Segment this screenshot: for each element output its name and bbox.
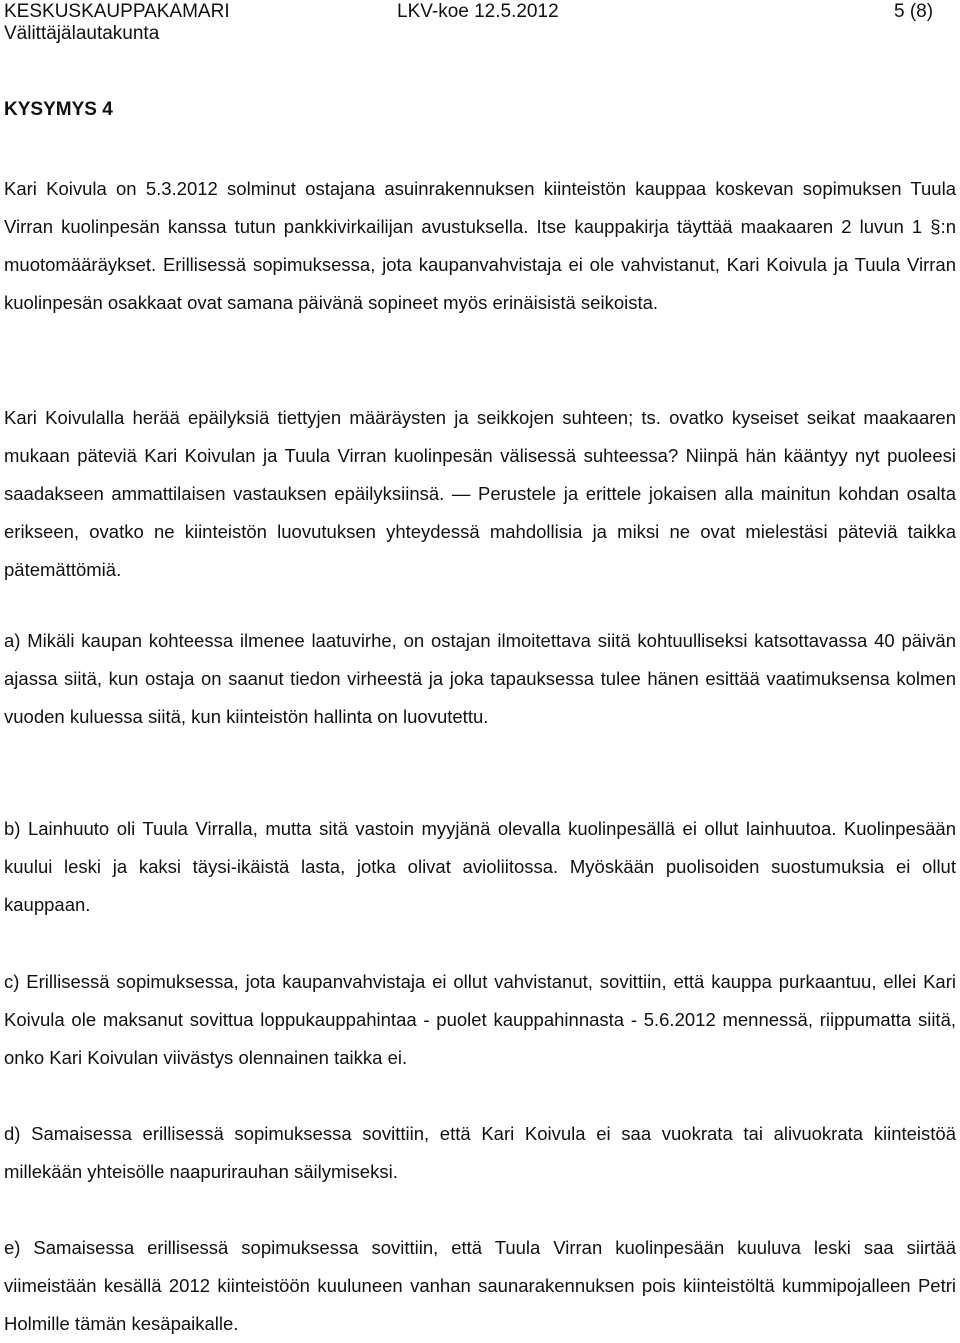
- item-e: e) Samaisessa erillisessä sopimuksessa sovittiin, että Tuula Virran kuolinpesään kuuluva leski saa siirtää viimeistään kesällä 2012 kiinteistöön kuuluneen vanhan saunarakennuksen pois kiinteistöltä kummipojalleen Petri Holmille tämän kesäpaikalle.: [4, 1237, 956, 1334]
- page-header: [4, 0, 954, 48]
- item-a: a) Mikäli kaupan kohteessa ilmenee laatuvirhe, on ostajan ilmoitettava siitä kohtuulliseksi katsottavassa 40 päivän ajassa siitä, kun ostaja on saanut tiedon virheestä ja joka tapauksessa tulee hänen esittää vaatimuksensa kolmen vuoden kuluessa siitä, kun kiinteistön hallinta on luovutettu.: [4, 630, 956, 727]
- header-committee: Välittäjälautakunta: [4, 23, 160, 44]
- question-title: KYSYMYS 4: [4, 99, 113, 120]
- header-exam-date: LKV-koe 12.5.2012: [397, 1, 559, 22]
- item-c: c) Erillisessä sopimuksessa, jota kaupanvahvistaja ei ollut vahvistanut, sovittiin, että kauppa purkaantuu, ellei Kari Koivula ole maksanut sovittua loppukauppahintaa - puolet kauppahinnasta - 5.6.2012 mennessä, riippumatta siitä, onko Kari Koivulan viivästys olennainen taikka ei.: [4, 971, 956, 1068]
- question-task: Kari Koivulalla herää epäilyksiä tiettyjen määräysten ja seikkojen suhteen; ts. ovatko kyseiset seikat maakaaren mukaan päteviä Kari Koivulan ja Tuula Virran kuolinpesän välisessä suhteessa? Niinpä hän kääntyy nyt puoleesi saadakseen ammattilaisen vastauksen epäilyksiinsä. — Perustele ja erittele jokaisen alla mainitun kohdan osalta erikseen, ovatko ne kiinteistön luovutuksen yhteydessä mahdollisia ja miksi ne ovat mielestäsi päteviä taikka pätemättömiä.: [4, 407, 956, 580]
- header-organization: KESKUSKAUPPAKAMARI: [4, 1, 230, 22]
- header-page-number: 5 (8): [894, 1, 934, 22]
- question-intro: Kari Koivula on 5.3.2012 solminut ostajana asuinrakennuksen kiinteistön kauppaa koskevan sopimuksen Tuula Virran kuolinpesän kanssa tutun pankkivirkailijan avustuksella. Itse kauppakirja täyttää maakaaren 2 luvun 1 §:n muotomääräykset. Erillisessä sopimuksessa, jota kaupanvahvistaja ei ole vahvistanut, Kari Koivula ja Tuula Virran kuolinpesän osakkaat ovat samana päivänä sopineet myös erinäisistä seikoista.: [4, 178, 956, 313]
- item-b: b) Lainhuuto oli Tuula Virralla, mutta sitä vastoin myyjänä olevalla kuolinpesällä ei ollut lainhuutoa. Kuolinpesään kuului leski ja kaksi täysi-ikäistä lasta, jotka olivat avioliitossa. Myöskään puolisoiden suostumuksia ei ollut kauppaan.: [4, 818, 956, 915]
- item-d: d) Samaisessa erillisessä sopimuksessa sovittiin, että Kari Koivula ei saa vuokrata tai alivuokrata kiinteistöä millekään yhteisölle naapurirauhan säilymiseksi.: [4, 1123, 956, 1182]
